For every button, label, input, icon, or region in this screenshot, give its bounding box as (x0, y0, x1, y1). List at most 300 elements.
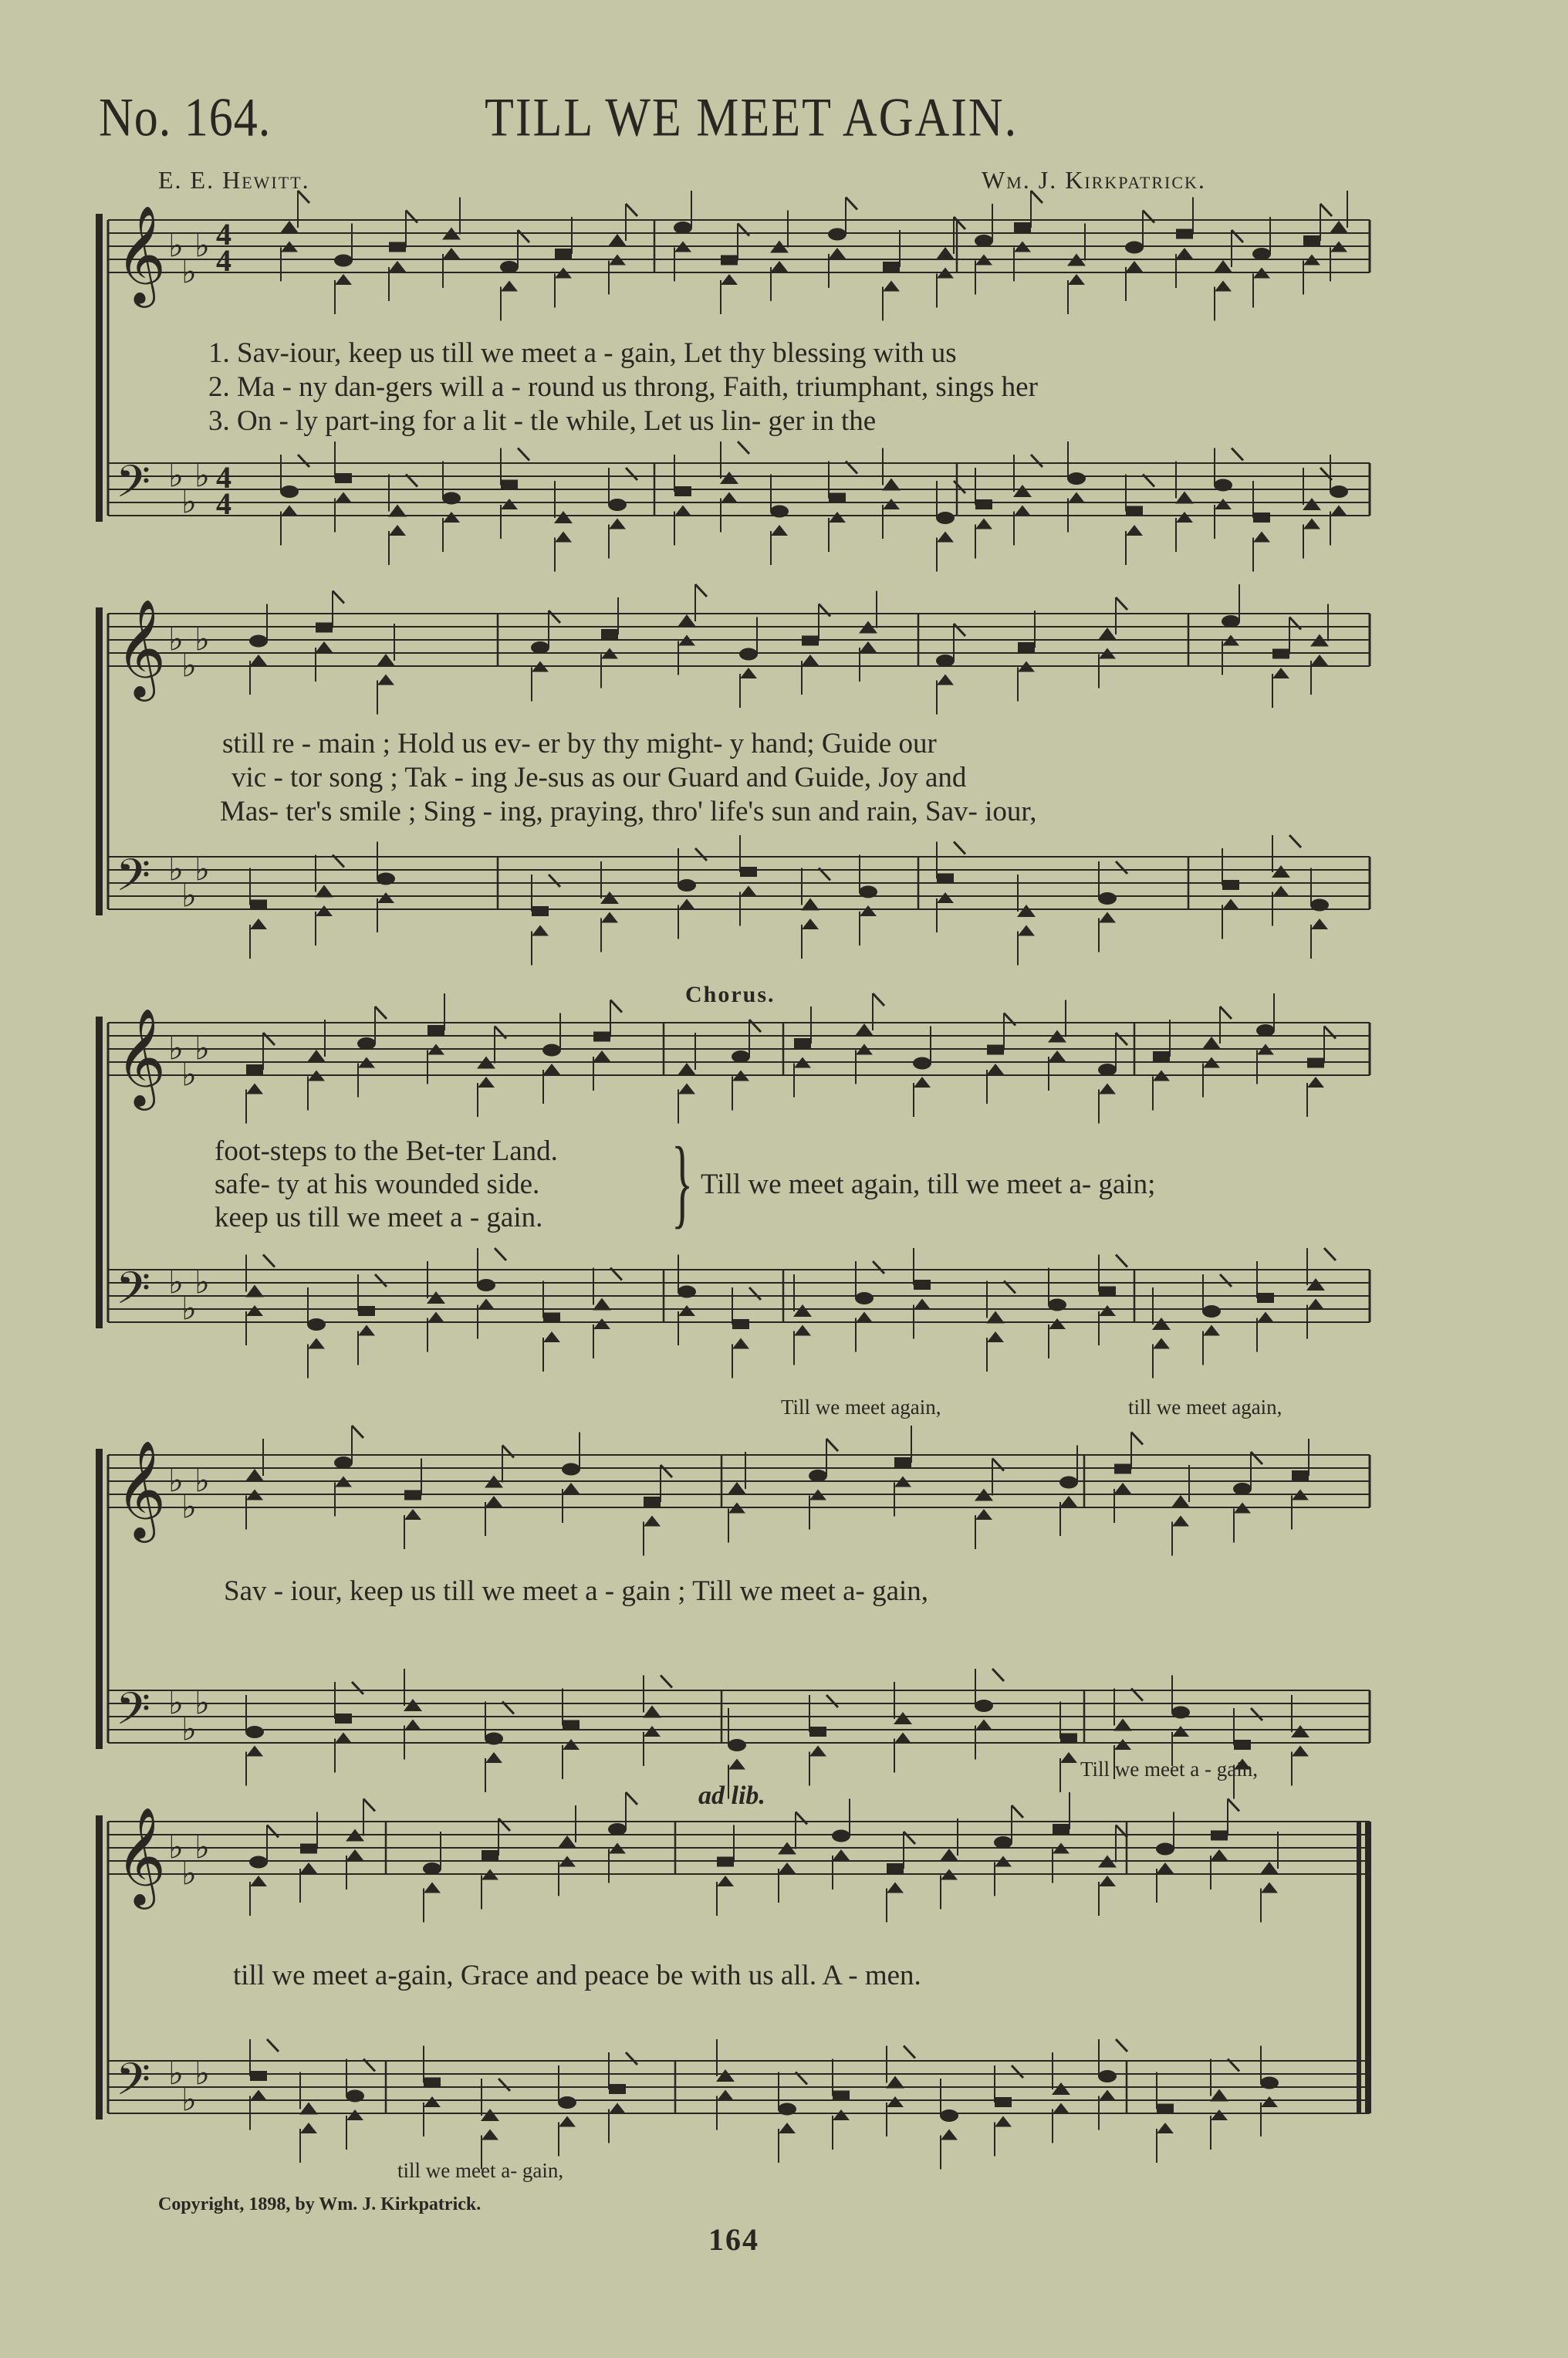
note-head (1176, 248, 1193, 259)
note-head (940, 1849, 958, 1861)
note-flag (661, 1676, 672, 1688)
chorus-label: Chorus. (685, 982, 776, 1007)
verse-1-line-3: foot-steps to the Bet-ter Land. (215, 1135, 558, 1167)
note-head (600, 891, 619, 904)
note-head (308, 1338, 325, 1349)
note-head (1330, 221, 1348, 233)
note-head (771, 525, 788, 536)
note-head (593, 1318, 610, 1329)
note-head (335, 492, 352, 503)
note-head (501, 480, 518, 490)
note-head (608, 234, 627, 246)
note-head (740, 668, 757, 678)
note-head (716, 2069, 735, 2082)
note-head (249, 635, 268, 648)
note-flag (738, 441, 749, 454)
note-head (555, 249, 572, 259)
note-head (478, 1077, 495, 1088)
note-head (728, 1739, 746, 1751)
note-flag (819, 604, 830, 617)
note-flag (495, 1248, 506, 1260)
note-head (793, 1304, 812, 1317)
note-head (1114, 1464, 1131, 1474)
note-head (1099, 2090, 1116, 2101)
note-head (563, 1720, 580, 1730)
note-head (442, 492, 461, 505)
note-head (299, 2103, 318, 2115)
flat-icon: ♭ (194, 226, 210, 265)
note-head (859, 886, 877, 898)
note-head (1171, 1707, 1190, 1719)
verse-1-line-1: 1. Sav-iour, keep us till we meet a - gain, Let thy blessing with us (208, 337, 957, 369)
note-head (609, 2103, 626, 2114)
note-head (894, 1712, 912, 1724)
system-bracket (96, 1017, 103, 1328)
flat-icon: ♭ (168, 1029, 184, 1067)
note-head (1176, 229, 1193, 239)
note-head (601, 629, 618, 639)
note-head (887, 2096, 904, 2107)
flat-icon: ♭ (181, 1854, 197, 1893)
note-head (936, 247, 955, 259)
note-head (1253, 513, 1270, 523)
note-head (1330, 485, 1348, 498)
note-head (1311, 655, 1328, 665)
note-head (423, 1862, 441, 1875)
note-head (1157, 2123, 1174, 2133)
note-flag (1031, 455, 1043, 467)
note-head (608, 1823, 627, 1835)
note-head (1330, 506, 1347, 516)
note-flag (626, 2052, 637, 2065)
note-head (335, 1733, 352, 1744)
note-head (1067, 472, 1086, 485)
note-head (886, 2076, 904, 2089)
note-head (335, 1714, 352, 1724)
note-flag (518, 230, 529, 242)
note-head (1125, 242, 1144, 254)
note-head (794, 1038, 811, 1048)
flat-icon: ♭ (194, 1029, 210, 1067)
note-flag (610, 1000, 622, 1013)
time-signature-digit: 4 (216, 217, 231, 252)
note-head (555, 532, 572, 543)
ad-lib-marking: ad lib. (698, 1781, 765, 1810)
note-flag (518, 448, 529, 461)
note-head (720, 472, 738, 484)
treble-clef-icon: 𝄞 (116, 205, 167, 303)
system-bracket (96, 1449, 103, 1749)
page-number: 164 (708, 2222, 759, 2257)
note-head (732, 1050, 750, 1063)
note-head (674, 506, 691, 516)
note-head (829, 512, 846, 523)
note-head (1272, 649, 1289, 659)
note-flag (1289, 617, 1301, 630)
flat-icon: ♭ (181, 646, 197, 685)
note-head (250, 1876, 267, 1886)
note-head (1211, 1849, 1228, 1860)
note-head (424, 1883, 441, 1893)
note-head (914, 1299, 931, 1310)
note-head (678, 1084, 695, 1094)
note-flag (1251, 1452, 1262, 1464)
note-head (883, 262, 900, 272)
copyright-notice: Copyright, 1898, by Wm. J. Kirkpatrick. (158, 2194, 482, 2214)
note-flag (363, 1799, 375, 1812)
note-head (1098, 892, 1117, 905)
note-flag (1012, 2065, 1023, 2078)
note-head (975, 1720, 992, 1730)
note-head (936, 655, 955, 667)
note-head (346, 1849, 363, 1860)
note-head (1303, 235, 1320, 245)
time-signature-digit: 4 (216, 243, 231, 278)
note-head (1053, 1824, 1070, 1834)
note-flag (263, 1255, 275, 1267)
note-flag (661, 1465, 672, 1477)
note-head (779, 1862, 796, 1873)
note-head (307, 1050, 326, 1062)
note-head (300, 1862, 317, 1873)
composer-credit: Wm. J. Kirkpatrick. (982, 166, 1206, 194)
note-head (829, 248, 846, 259)
note-head (1214, 260, 1232, 272)
note-head (771, 261, 788, 272)
note-head (1014, 506, 1031, 516)
note-head (1311, 919, 1328, 929)
note-flag (1012, 1805, 1023, 1818)
note-head (856, 1312, 873, 1323)
note-head (1068, 274, 1085, 285)
note-flag (495, 1027, 506, 1039)
note-head (1114, 1483, 1131, 1494)
note-head (644, 1497, 661, 1507)
note-head (1214, 479, 1232, 492)
system-bracket (96, 214, 103, 522)
note-head (1171, 1495, 1190, 1507)
note-head (937, 532, 954, 543)
note-head (1052, 2082, 1070, 2095)
hymn-title: TILL WE MEET AGAIN. (485, 87, 1019, 148)
note-head (250, 900, 267, 910)
note-flag (1116, 861, 1127, 874)
note-flag (626, 468, 637, 480)
chorus-line-5: till we meet a-gain, Grace and peace be with us all. A - men. (233, 1960, 921, 1991)
note-head (1059, 1477, 1078, 1489)
note-head (246, 1746, 263, 1757)
bass-clef-icon: 𝄢 (116, 2053, 151, 2116)
note-head (482, 2130, 498, 2140)
note-head (485, 1733, 503, 1745)
flat-icon: ♭ (181, 1289, 197, 1328)
chorus-echo-b: till we meet again, (1128, 1396, 1282, 1419)
note-head (1156, 1843, 1174, 1856)
note-head (246, 1064, 263, 1074)
note-head (501, 281, 518, 292)
note-head (1126, 525, 1143, 536)
note-flag (498, 1818, 510, 1831)
note-head (994, 1836, 1012, 1849)
note-head (1202, 1037, 1221, 1049)
note-head (1215, 281, 1232, 292)
note-head (894, 1457, 911, 1467)
note-head (427, 1291, 445, 1304)
note-head (860, 641, 877, 652)
note-head (1306, 1278, 1325, 1291)
note-head (1307, 1077, 1324, 1088)
note-head (833, 1849, 850, 1860)
note-head (608, 499, 627, 511)
note-head (717, 2090, 734, 2101)
note-flag (904, 1832, 915, 1844)
note-head (1153, 1051, 1170, 1061)
note-head (315, 885, 333, 898)
flat-icon: ♭ (181, 876, 197, 915)
flat-icon: ♭ (194, 1263, 210, 1301)
note-flag (873, 993, 884, 1006)
bass-clef-icon: 𝄢 (116, 1683, 151, 1746)
note-flag (738, 224, 749, 236)
note-head (543, 1331, 560, 1342)
note-head (404, 1720, 421, 1730)
note-flag (1228, 1799, 1239, 1812)
note-head (250, 2090, 267, 2101)
note-head (832, 1830, 850, 1842)
note-head (1261, 2096, 1278, 2107)
note-head (1260, 2077, 1279, 2089)
flat-icon: ♭ (168, 2054, 184, 2092)
note-head (559, 2116, 576, 2127)
note-flag (1289, 835, 1301, 847)
note-head (346, 2109, 363, 2120)
time-signature-digit: 4 (216, 460, 231, 495)
note-head (562, 1463, 580, 1476)
note-head (1176, 512, 1193, 523)
note-flag (1320, 204, 1332, 216)
note-head (377, 654, 395, 666)
note-head (1303, 519, 1320, 529)
note-head (860, 905, 877, 916)
note-head (1098, 2070, 1117, 2082)
note-head (316, 641, 333, 652)
flat-icon: ♭ (181, 1710, 197, 1748)
note-head (485, 1752, 502, 1763)
note-head (389, 242, 406, 252)
flat-icon: ♭ (194, 1828, 210, 1866)
note-head (1253, 532, 1270, 543)
note-head (300, 1844, 317, 1854)
verse-2-line-2: vic - tor song ; Tak - ing Je-sus as our Guard and Guide, Joy and (231, 762, 967, 793)
note-head (740, 867, 757, 877)
note-head (335, 473, 352, 483)
note-flag (549, 611, 560, 623)
note-flag (333, 591, 344, 604)
flat-icon: ♭ (194, 1461, 210, 1500)
note-head (558, 1835, 576, 1848)
note-head (280, 221, 299, 233)
note-head (245, 1726, 264, 1738)
note-head (940, 2109, 958, 2122)
note-head (389, 525, 406, 536)
flat-icon: ♭ (168, 456, 184, 495)
note-head (424, 2078, 441, 2088)
note-flag (954, 624, 965, 636)
note-head (543, 1064, 560, 1074)
note-head (809, 1746, 826, 1757)
note-head (778, 2103, 796, 2116)
note-head (975, 519, 992, 529)
note-head (245, 1285, 264, 1297)
note-head (593, 1032, 610, 1042)
note-flag (695, 848, 707, 861)
note-head (1172, 1726, 1189, 1737)
note-flag (1143, 211, 1154, 223)
note-head (936, 512, 955, 524)
flat-icon: ♭ (181, 1055, 197, 1094)
note-head (307, 1318, 326, 1331)
treble-clef-icon: 𝄞 (116, 1806, 167, 1905)
note-head (975, 499, 992, 509)
note-head (678, 614, 696, 627)
note-head (721, 274, 738, 285)
chorus-echo-a: Till we meet again, (781, 1396, 941, 1419)
flat-icon: ♭ (181, 482, 197, 521)
note-head (855, 1023, 874, 1036)
note-head (1013, 485, 1032, 497)
note-head (914, 1077, 931, 1088)
note-head (809, 1470, 827, 1482)
note-head (779, 2123, 796, 2133)
system-bracket (96, 607, 103, 915)
note-head (1215, 499, 1232, 509)
note-head (644, 1726, 661, 1737)
note-head (802, 655, 819, 665)
flat-icon: ♭ (194, 850, 210, 888)
note-head (1252, 248, 1271, 260)
note-flag (298, 455, 309, 467)
note-head (563, 1739, 580, 1750)
note-flag (1116, 2039, 1127, 2052)
note-flag (1004, 1013, 1015, 1026)
note-head (717, 1857, 734, 1867)
note-head (404, 1509, 421, 1520)
note-head (300, 2123, 317, 2133)
flat-icon: ♭ (181, 2080, 197, 2119)
note-head (986, 1311, 1005, 1324)
note-head (1068, 492, 1085, 503)
note-flag (375, 1006, 387, 1019)
bass-clef-icon: 𝄢 (116, 1262, 151, 1325)
note-flag (846, 198, 857, 210)
note-head (1261, 1883, 1278, 1893)
note-head (728, 1759, 745, 1770)
note-head (388, 505, 407, 517)
flat-icon: ♭ (168, 1683, 184, 1722)
note-head (532, 906, 549, 916)
note-head (443, 248, 460, 259)
note-head (732, 1338, 749, 1349)
note-head (1256, 1024, 1275, 1037)
note-head (558, 2096, 576, 2109)
note-flag (796, 1812, 807, 1825)
note-head (995, 2116, 1012, 2127)
note-head (1292, 1746, 1309, 1757)
note-head (828, 228, 847, 241)
note-head (1272, 668, 1289, 678)
note-head (1310, 899, 1329, 912)
note-head (1211, 1831, 1228, 1841)
treble-clef-icon: 𝄞 (116, 1439, 167, 1538)
note-head (478, 1299, 495, 1310)
note-head (554, 511, 573, 523)
note-head (728, 1482, 746, 1494)
note-flag (695, 584, 707, 597)
note-head (975, 1509, 992, 1520)
note-head (250, 919, 267, 929)
note-head (249, 1856, 268, 1869)
note-head (883, 499, 900, 509)
note-head (334, 1456, 353, 1469)
note-head (481, 2109, 499, 2121)
note-head (1272, 886, 1289, 897)
note-head (482, 1850, 498, 1860)
note-head (801, 898, 819, 911)
note-head (1233, 1483, 1252, 1495)
note-head (1257, 1312, 1274, 1323)
note-flag (1116, 597, 1127, 610)
flat-icon: ♭ (168, 1461, 184, 1500)
verse-3-line-2: Mas- ter's smile ; Sing - ing, praying, thro' life's sun and rain, Sav- iour, (220, 796, 1037, 827)
note-head (1175, 492, 1194, 504)
note-head (678, 899, 695, 910)
note-head (1053, 2103, 1070, 2114)
note-head (1060, 1752, 1077, 1763)
note-head (1153, 1338, 1170, 1349)
note-head (809, 1727, 826, 1737)
note-head (1060, 1496, 1077, 1507)
note-head (975, 235, 993, 247)
final-barline (1365, 1822, 1371, 2113)
note-head (1292, 1470, 1309, 1480)
flat-icon: ♭ (181, 252, 197, 291)
note-flag (1220, 1006, 1232, 1019)
note-head (531, 641, 549, 654)
note-head (1099, 1876, 1116, 1886)
note-head (532, 925, 549, 936)
treble-clef-icon: 𝄞 (116, 1007, 167, 1106)
note-head (941, 2130, 958, 2140)
note-head (1222, 615, 1240, 628)
note-head (609, 2084, 626, 2094)
note-head (937, 892, 954, 903)
note-head (721, 492, 738, 503)
note-flag (1131, 1433, 1143, 1445)
note-flag (1232, 448, 1243, 461)
note-head (1260, 1862, 1279, 1874)
note-head (609, 519, 626, 529)
note-head (995, 2097, 1012, 2107)
final-barline (1357, 1822, 1361, 2113)
note-head (542, 1044, 561, 1057)
note-head (883, 281, 900, 292)
flat-icon: ♭ (168, 1263, 184, 1301)
note-flag (406, 211, 417, 223)
note-head (281, 506, 298, 516)
note-flag (626, 1792, 637, 1805)
note-flag (954, 217, 965, 229)
note-flag (498, 2079, 510, 2091)
